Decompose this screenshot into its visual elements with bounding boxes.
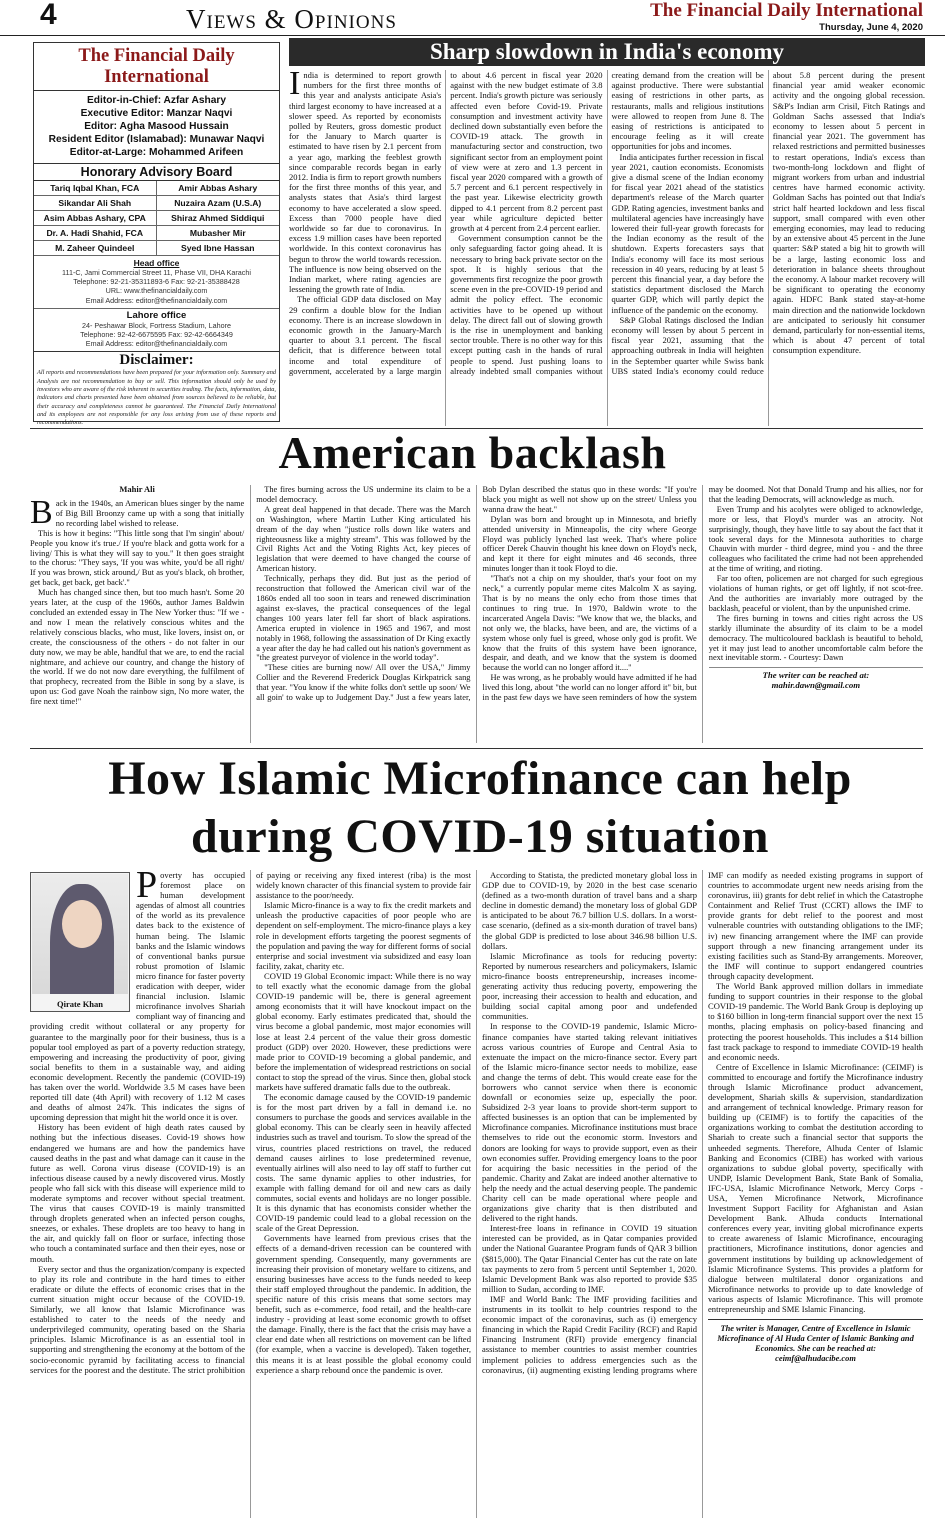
article-paragraph: S&P Global Ratings disclosed the Indian economy will lessen by about 5 percent in fiscal year 2021, assuming that the approaching outbreak in India will heighten in the September quarter while Swiss bank UBS stated India's economy could reduce about 5.8 percent during the present financial year amid weaker economic activity and the ongoing global recession. S&P's Indian arm Crisil, Fitch Ratings and Goldman Sachs assessed that India's economy to lessen about 5 percent in financial year 2021. The government has relaxed restrictions and permitted businesses to restart operations, India's excess than two-month-long lockdown and flight of migrant workers from urban and industrial centres have harmed economic activity. Goldman Sachs has pointed out that India's strict half hearted lockdown and less fiscal support, small compared with even other emerging economies, may lead to reducing by an extensive about 45 percent in the June quarter: S&P stated a big hit to growth will be a large, lasting economic loss and deterioration in balance sheets throughout the economy. A labour market recovery will be significant to operating the economy again. HDFC Bank stated stay-at-home main direction and the nationwide lockdown are anticipated to seriously hit consumer demand, particularly for non-essential items, which is about 47 percent of total consumption expenditure. — [611, 70, 925, 376]
editor-line: Resident Editor (Islamabad): Munawar Naqvi — [48, 134, 265, 145]
section-title: Views & Opinions — [186, 4, 397, 34]
article-paragraph: The World Bank approved million dollars in immediate funding to support countries in their response to the global COVID-19 pandemic. The World Bank Group is deploying up to $160 billion in long-term financial support over the next 15 months, placing emphasis on policy-based financing and protecting the poorest households. This includes a $14 billion fast track package to respond to immediate COVID-19 health and economic needs. — [708, 981, 923, 1062]
drop-cap: P — [136, 870, 158, 906]
advisor-name: Syed Ibne Hassan — [157, 241, 280, 256]
advisor-name: Amir Abbas Ashary — [157, 181, 280, 196]
email-line: Email Address: editor@thefinancialdaily.com — [85, 295, 228, 305]
signature-text: The writer can be reached at: — [762, 670, 870, 681]
article-paragraph: Technically, perhaps they did. But just as the period of reconstruction that followed the American civil war of the 1860s ended all too soon in tears and renewed discrimination against ex-slaves, the practical consequences of the legal changes 100 years later fell far short of black aspirations. America erupted in violence in 1965 and 1967, and most notably in 1968, following the assassination of Dr King exactly a year after the day he had called out his nation's government as "the greatest purveyor of violence in the world today". — [256, 574, 471, 663]
editor-line: Editor-in-Chief: Azfar Ashary — [86, 95, 227, 106]
article-paragraph: The fires burning in towns and cities right across the US starkly illuminate the absurdity of its claim to be a model democracy. The multicoloured backlash is beautiful to behold, yet it may just lead to another uncomfortable calm before the next inevitable storm. - Courtesy: Dawn — [708, 613, 923, 663]
advisor-name: Mubasher Mir — [157, 226, 280, 241]
page-number: 4 — [40, 0, 57, 31]
url-line: URL: www.thefinancialdaily.com — [105, 286, 208, 296]
advisor-name: Sikandar Ali Shah — [34, 196, 157, 211]
article-paragraph: Poverty has occupied foremost place on human development agendas of almost all countries of the world as its prevalence dates back to the existence of human being. The Islamic banks and the Islamic windows of conventional banks pursue robust promotion of Islamic micro finance for faster poverty eradication with deeper, wider financial inclusion. Islamic microfinance involves Shariah compliant way of financing and providing credit without collateral or any property for guarantee to the marginally poor for their business, thus is a popular tool employed as part of a poverty reduction strategy, empowering and increasing the productivity of poor, giving social benefits to them in a sustainable way, and aiding economic development. Recently the pandemic (COVID-19) has taken over the world. Worldwide 3.5 M cases have been reported till date (4th April) with recovery of 1.12 M cases and deaths of almost 247k. This indicates the signs of upcoming depression that might hit the world once it is over. — [30, 870, 245, 1123]
advisor-name: Tariq Iqbal Khan, FCA — [34, 181, 157, 196]
page-header — [0, 0, 945, 36]
disclaimer-title: Disclaimer: — [34, 351, 279, 369]
drop-cap: B — [30, 494, 53, 531]
author-email: mahir.dawn@gmail.com — [771, 680, 861, 691]
masthead-right — [650, 0, 923, 33]
article3-body — [30, 870, 923, 1518]
article-paragraph: "That's not a chip on my shoulder, that's your foot on my neck," a currently popular meme cites Malcolm X as saying. That is by no means the only echo from those times that continues to ring true. In 1970, Baldwin wrote to the incarcerated Angela Davis: "We know that we, the blacks, and not only we, the blacks, have been, and are, the victims of a system whose only fuel is greed, whose only god is profit. We know that the fruits of this system have been ignorance, despair, and death, and we know that the system is doomed because the world can no longer afford it...." — [482, 574, 697, 673]
article-paragraph: According to Statista, the predicted monetary global loss in GDP due to COVID-19, by 2020 in the best case scenario (defined as a two-month duration of travel bans and a sharp decline in domestic demand) the monetary loss of global GDP is anticipated to be about 76.7 billion U.S. dollars. In a worst-case scenario, (defined as a six-month duration of travel bans) the global GDP is predicted to lose about 346.98 billion U.S. dollars. — [482, 870, 697, 951]
article2-headline: American backlash — [278, 427, 667, 478]
article-paragraph: Even Trump and his acolytes were obliged to acknowledge, more or less, that Floyd's murder was an atrocity. Not surprisingly, though, they have little to say about the fact that it took several days for the Minnesota authorities to charge Chauvin with murder - third degree, mind you - and the three colleagues who facilitated the crime had not been apprehended at the time of writing, and rioting. — [708, 504, 923, 574]
head-office-title: Head office — [133, 258, 180, 268]
portrait-face — [62, 900, 102, 948]
advisory-title: Honorary Advisory Board — [34, 163, 279, 181]
lahore-office-title: Lahore office — [34, 308, 279, 321]
advisor-name: Shiraz Ahmed Siddiqui — [157, 211, 280, 226]
paper-name: The Financial Daily International — [650, 0, 923, 21]
disclaimer-text: All reports and recommendations have been prepared for your information only. Summary and Analysis are not recommendation to buy or sell. This information should only be used by investors who are aware of the risk inherent in securities trading. The facts, information, data, indicators and charts presented have been obtained from sources believed to be reliable, but their accuracy and completeness cannot be guaranteed. The Financial Daily International and its employees are not responsible for any loss arising from use of these reports and recommendations. — [37, 369, 276, 427]
article-paragraph: A great deal happened in that decade. There was the March on Washington, where Martin Luther King articulated his dream of the day when "justice rolls down like waters and righteousness like a mighty stream". This was followed by the Civil Rights Act and the Voting Rights Act, key pieces of legislation that were deemed to have changed the course of American history. — [256, 504, 471, 574]
article-paragraph: Islamic Microfinance as tools for reducing poverty: Reported by numerous researchers and policymakers, Islamic micro-finance boosts entrepreneurship, increases income-generating activity thus reducing poverty, empowering the poor, increasing their accession to health and education, and building social capital among poor and undefended communities. — [482, 950, 697, 1022]
author-photo — [30, 872, 130, 1012]
email-line: Email Address: editor@thefinancialdaily.com — [85, 339, 228, 349]
author-portrait-image — [32, 874, 128, 994]
article-paragraph: Every sector and thus the organization/company is expected to play its role and contribute in the hard times to either eradicate or dilute the effects of economic crises that in the current situation might occur because of the COVID-19. Similarly, we all know that Islamic Microfinance was established to cater to the needs of the needy and underprivileged community, operating based on the Sharia principles. Islamic Microfinance is as an essential tool in supporting and strengthening the economy at the bottom of the socio-economic pyramid by facilitating access to financial services for the poorest and the destitute. The strict prohibition of paying or receiving any fixed interest (riba) is the most widely known character of this financial system to provide fair assistance to the poor/needy. — [30, 870, 471, 1375]
phone-line: Telephone: 92-21-35311893-6 Fax: 92-21-35388428 — [73, 277, 240, 287]
editor-line: Editor: Agha Masood Hussain — [84, 121, 229, 132]
article-paragraph: COVID 19 Global Economic impact: While there is no way to tell exactly what the economic damage from the global COVID-19 pandemic will be, there is general agreement among economists that it will have knockout impact on the global economy. Early estimates predicated that, should the virus become a global pandemic, most major economies will lose at least 2.4 percent of the value their gross domestic product (GDP) over 2020. However, these predictions were made prior to COVID-19 becoming a global pandemic, and before the implementation of widespread restrictions on social contact to stop the spread of the virus. Since then, global stock markets have suffered dramatic falls due to the outbreak. — [256, 970, 471, 1092]
drop-cap: I — [289, 70, 301, 102]
article-paragraph: The economic damage caused by the COVID-19 pandemic is for the most part driven by a fall in demand i.e. no consumers to purchase the goods and services available in the global economy. This can be clearly seen in heavily affected industries such as travel and tourism. To slow the spread of the virus, countries placed restrictions on travel, the reduced demand causes airlines to lose predetermined revenue, eventually airlines will also need to lay off staff to further cut costs. The same dynamic applies to other industries, for example with falling demand for oil and new cars as daily commutes, social events and holidays are no longer possible. It is this dynamic that has economists consider whether the COVID-19 pandemic could lead to a global recession on the scale of the Great Depression. — [256, 1092, 471, 1234]
article-paragraph: Governments have learned from previous crises that the effects of a demand-driven recession can be countered with government spending. Consequently, many governments are increasing their provision of monetary welfare to citizens, and ensuring businesses have access to the funds needed to keep their staff employed throughout the pandemic. In addition, the specific nature of this crisis means that some sectors may benefit, such as e-commerce, food retail, and the health-care industry - providing at least some economic growth to offset the damage. Finally, there is the fact that the crisis may have a clear end date when all restrictions on movement can be lifted (for example, when a vaccine is developed). Taken together, this means it is at least possible the global economy could experience a sharp rebound once the pandemic is over. — [256, 1233, 471, 1375]
masthead-box — [33, 42, 280, 427]
advisor-name: Nuzaira Azam (U.S.A) — [157, 196, 280, 211]
article-paragraph: Far too often, policemen are not charged for such egregious violations of human rights, or get off lightly, if not scot-free. And the authorities are invariably more outraged by the backlash, peaceful or violent, than by the unpunished crime. — [708, 574, 923, 613]
article3-headline: How Islamic Microfinance can help during COVID-19 situation — [108, 752, 852, 863]
advisor-name: Dr. A. Hadi Shahid, FCA — [34, 226, 157, 241]
author-signature — [708, 1319, 923, 1364]
article-paragraph: Interest-free loans in refinance in COVID 19 situation interested can be provided, as in Qatar companies provided under the National Guarantee Program funds of QAR 3 billion ($815,000). The Qatar Financial Center has cut the rate on late tax payments to zero from 5 percent until September 1, 2020. Islamic Development Bank was also reported to provide $35 million to Sudan, according to IMF. — [482, 1223, 697, 1294]
article1-body — [289, 70, 925, 426]
article1-headline: Sharp slowdown in India's economy — [289, 38, 925, 66]
article-paragraph: History has been evident of high death rates caused by nothing but the infectious diseases. Covid-19 shows how endangered we humans are and how the pandemics have caused deaths in the past and what damage can it cause in the future as well. Corona virus disease (COVID-19) is an infectious disease caused by a newly discovered virus. Mostly people who fall sick with this disease will experience mild to moderate symptoms and recover without special treatment. The virus that causes COVID-19 is mainly transmitted through droplets generated when an infected person coughs, sneezes, or exhales. These droplets are too heavy to hang in the air, and quickly fall on floor or surface, infecting those who touch a contaminated surface and then their eyes, nose or mouth. — [30, 1122, 245, 1264]
article-paragraph: In response to the COVID-19 pandemic, Islamic Micro-finance companies have started taking relevant initiatives across various countries of Europe and Central Asia to extenuate the impact on the micro-finance sector. Every part of the Islamic micro-finance sector needs to mobilize, ease and change the terms of debt. This would create ease for the borrowers who cannot service when there is economic downfall or economies seize up, especially the poor. Subsidized 2-3 year loans to provide short-term support to affected businesses is an option that can be implemented by Microfinance companies. Microfinance institutions must brace themselves to ride out the economic storm. Investors and donors are looking for ways to provide support, even as their own economies suffer. Providing emergency loans to the poor for acquiring the basic necessities in the period of the pandemic. Charity and Zakat are indeed another alternative to help the needy and the actual deserving people. The pandemic Charity cell can be made operational where people and organizations give charity that is then distributed and delivered to the right hands. — [482, 1021, 697, 1224]
article2-body — [30, 485, 923, 743]
head-office-address — [34, 268, 279, 305]
article-paragraph: He was wrong, as he probably would have admitted if he had lived this long, about "the world can no longer afford it" bit, but in the past few days we have seen reminders of how the system may be doomed. Not that Donald Trump and his allies, nor for that the leading Democrats, will acknowledge as much. — [482, 485, 923, 703]
signature-text: The writer is Manager, Centre of Excellence in Islamic Microfinance of Al Huda Center of Islamic Banking and Economics. She can be reached at: — [717, 1324, 914, 1354]
article-paragraph: "These cities are burning now/ All over the USA," Jimmy Collier and the Reverend Frederick Douglas Kirkpatrick sang that year. "You know if the white folks don't settle up soon/ We all goin' to wake up to Judgement Day." Just a few years later, Bob Dylan described the status quo in these words: "If you're black you might as well not show up on the street/ Unless you wanna draw the heat." — [256, 485, 697, 703]
article-paragraph: The fires burning across the US undermine its claim to be a model democracy. — [256, 485, 471, 504]
advisor-name: Asim Abbas Ashary, CPA — [34, 211, 157, 226]
issue-date: Thursday, June 4, 2020 — [819, 22, 923, 33]
article-paragraph: Much has changed since then, but too much hasn't. Some 20 years later, at the cusp of the 1960s, author James Baldwin concluded an extended essay in The New Yorker thus: "If we - and now I mean the relatively conscious whites and the relatively conscious blacks, who must, like lovers, insist on, or create, the consciousness of the others - do not falter in our duty now, we may be able, handful that we are, to end the racial nightmare, and achieve our country, and change the history of the world. If we do not now dare everything, the fulfilment of that prophecy, recreated from the Bible in song by a slave, is upon us: God gave Noah the rainbow sign, No more water, the fire next time!" — [30, 588, 245, 707]
address-line: 24- Peshawar Block, Fortress Stadium, Lahore — [81, 320, 231, 330]
advisory-grid — [34, 181, 279, 256]
masthead-paper-name: The Financial Daily International — [34, 43, 279, 91]
editor-line: Editor-at-Large: Mohammed Arifeen — [69, 147, 244, 158]
article-paragraph: IMF and World Bank: The IMF providing facilities and instruments in its toolkit to help countries respond to the economic impact of the coronavirus, such as (i) emergency financing in which the Rapid Credit Facility (RCF) and Rapid Financing Instrument (RFI) provide emergency financial assistance to member countries to assist member countries implement policies to address emergencies such as the coronavirus, (ii) augmenting existing lending programs where IMF can modify as needed existing programs in support of countries to accommodate urgent new needs arising from the coronavirus, iii) grants for debt relief in which the Catastrophe Containment and Relief Trust (CCRT) allows the IMF to provide grants for debt relief to the poorest and most vulnerable countries with outstanding obligations to the IMF; iv) new financing arrangement where the IMF can provide support through a new financing arrangement under its existing facilities such as Stand-By arrangements. Moreover, the IMF will continue to support endangered countries through capacity development. — [482, 870, 923, 1375]
article-paragraph: Islamic Micro-finance is a way to fix the credit markets and unleash the productive capacities of poor people who are dependent on self-employment. The micro-finance plays a key role in development efforts targeting the poorest segments of the population and paving the way for different forms of social enterprise and social investment via subsidized and easy loan facility, zakat, charity etc. — [256, 900, 471, 971]
lahore-office-address — [34, 321, 279, 349]
article-paragraph: This is how it begins: "This little song that I'm singin' about/ People you know it's true./ If you're black and gotta work for a living/ This is what they will say to you." It then goes straight to the chorus: "They says, 'If you was white, you'd be all right/ If you was brown, stick around,/ But as you's black, oh brother, get back, get back, get back'." — [30, 528, 245, 588]
byline-row: Mahir Ali — [119, 485, 155, 494]
editors-list — [34, 91, 279, 163]
divider — [30, 748, 923, 749]
author-signature — [709, 667, 923, 691]
article-paragraph: Centre of Excellence in Islamic Microfinance: (CEIMF) is committed to encourage and fortify the Microfinance industry through Islamic Microfinance product advancement, development, Shariah skills & supervision, standardization and arrangement of technical knowledge. Primary reason for building up (CEIMF) is to fortify the capacities of the organizations working to combat the destitution according to Shariah to create such a financial sector that supports the unheeded segments. Therefore, Alhuda Center of Islamic Banking and Economics (CIBE) has worked with various organizations to subdue global poverty, specifically with UNDP, Islamic Development Bank, State Bank of Somalia, IFC-USA, Islamic Microfinance Network, Mercy Corps - USA, Yemen Microfinance Network, Microfinance Investment Support Facility for Afghanistan and Asian Development Bank. Alhuda conducts International conferences every year, inviting global microfinance experts to create awareness of Islamic Microfinance, encouraging practitioners, Microfinance institutions, donor agencies and government institutions by building up acknowledgement of Islamic Microfinance Systems. This provides a platform for dialogue between multilateral donor organizations and Microfinance networks to provide up to date knowledge of various aspects of Islamic Microfinance. This will promote entrepreneurship and SME Islamic Financing. — [708, 1061, 923, 1315]
advisor-name: M. Zaheer Quindeel — [34, 241, 157, 256]
photo-caption: Qirate Khan — [56, 998, 104, 1009]
article-paragraph: Back in the 1940s, an American blues singer by the name of Big Bill Broonzy came up with a song that initially no recording label wished to release. — [30, 494, 245, 531]
article-paragraph: Dylan was born and brought up in Minnesota, and briefly attended university in Minneapolis, the city where George Floyd was publicly lynched last week. That's where police officer Derek Chauvin thought his knee down on Floyd's neck, and kept it there for eight minutes and 46 seconds, three minutes longer than it took Floyd to die. — [482, 514, 697, 574]
editor-line: Executive Editor: Manzar Naqvi — [80, 108, 233, 119]
author-email: ceimf@alhudacibe.com — [775, 1354, 856, 1364]
article-paragraph: The official GDP data disclosed on May 29 confirm a double blow for the Indian economy. There is an increase slowdown in economic growth in the January-March quarter to about 3.1 percent. The fiscal deficit, that is difference between total income and total expenditure of government, accelerated by a large margin to about 4.6 percent in fiscal year 2020 against with the new budget estimate of 3.8 percent. India's growth picture was seriously affected even before Covid-19. Private consumption and investment activity have declined down substantially even before the COVID-19 attack. The growth in manufacturing sector and construction, two significant sector from an employment point of view were at zero and 1.3 percent in fiscal year 2020 compared with a growth of 5.7 percent and 6.1 percent respectively in the past year. Likewise electricity growth dipped to 4.1 percent from 8.2 percent past year while agriculture depicted better growth at 4 percent from 2.4 percent earlier. — [289, 70, 603, 376]
article-paragraph: India is determined to report growth numbers for the first three months of this year and analysts anticipate Asia's third largest economy to have increased at a slower speed. As reported by economists polled by Reuters, gross domestic product for the January to March quarter is estimated to have risen by 2.1 percent from a year ago, marking the feeblest growth since comparable records began in early 2012. India is firm to report growth numbers for the first three months of this year, and analysts states that Asia's third largest economy to have accelerated a slow speed. Excess than 7000 people have died worldwide so far due to coronavirus. In excess 1.9 million cases have been reported worldwide. In this context coronavirus has begun to throw the world towards recession. The influence is now being observed on the Indian market, where rating agencies are lessening the growth rate of India. — [289, 70, 442, 295]
address-line: 111-C, Jami Commercial Street 11, Phase VII, DHA Karachi — [62, 268, 251, 277]
phone-line: Telephone: 92-42-6675595 Fax: 92-42-6664349 — [80, 330, 233, 340]
article-paragraph: India anticipates further recession in fiscal year 2021, caution economists. Economists give a dismal scene of the Indian economy for fiscal year 2021 ahead of the statistics department's release of the March quarter GDP. Rating agencies, investment banks and multilateral agencies have increasingly have lowered their full-year growth forecasts for the Indian economy as the result of the shutdown. Experts forecasters says that India's economy will face its most serious recession in 40 years, reducing by at least 5 percent this financial year, a day before the statistics department disclosed the March quarter GDP, which will partly depict the influence of the pandemic on the economy. — [611, 151, 764, 315]
article-paragraph: Government consumption cannot be the only safeguarding factor going ahead. It is necessary to bring back private sector on the spot. It is highly serious that the governments first recognize the poor growth scene even in the pre-COVID-19 period and admit the policy effect. The economic activities have to be opened up without delay. The direct fall out of slowing growth is the rise in unemployment and banking sector trouble. There is no other way for this except putting cash in the hands of rural people to spend. Just pushing loans to already indebted small companies without creating demand from the creation will be against productive. There were substantial easing of restrictions in other parts, as restaurants, malls and religious institutions were allowed to reopen from June 8. The easing of restrictions is anticipated to encourage feeling as it will create opportunities for jobs and incomes. — [450, 70, 764, 376]
